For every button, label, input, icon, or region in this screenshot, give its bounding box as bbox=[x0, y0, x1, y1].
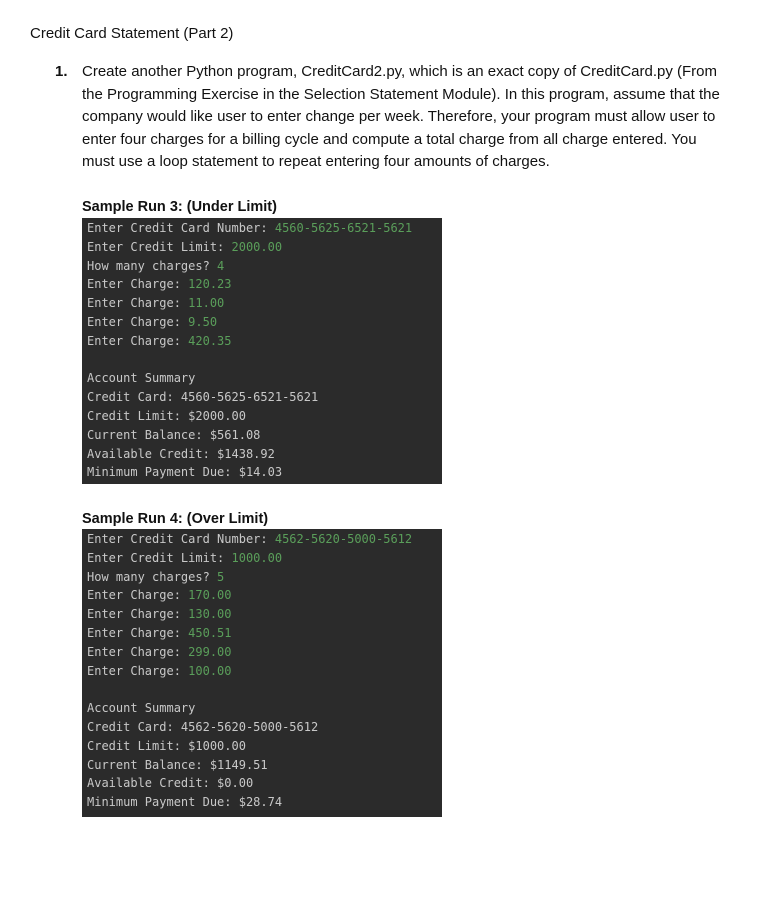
console-line bbox=[82, 530, 442, 549]
page-title: Credit Card Statement (Part 2) bbox=[30, 25, 234, 42]
console-input: 170.00 bbox=[188, 588, 232, 603]
sample-run-4-label: Sample Run 4: (Over Limit) bbox=[82, 511, 269, 527]
console-input: 100.00 bbox=[188, 663, 232, 678]
console-prompt: Enter Charge: bbox=[87, 625, 189, 640]
sample-run-4-console bbox=[82, 529, 442, 817]
question-line: Create another Python program, CreditCard2.py, which is an exact copy of CreditCard.py (From bbox=[82, 63, 717, 80]
summary-heading: Account Summary bbox=[87, 701, 196, 716]
console-prompt: Enter Credit Limit: bbox=[87, 550, 232, 565]
console-line bbox=[82, 605, 442, 624]
console-line bbox=[82, 643, 442, 662]
summary-line: Current Balance: $561.08 bbox=[87, 427, 261, 442]
console-input: 299.00 bbox=[188, 644, 232, 659]
console-line bbox=[82, 549, 442, 568]
console-prompt: Enter Charge: bbox=[87, 588, 189, 603]
console-line bbox=[82, 275, 442, 294]
console-line bbox=[82, 332, 442, 351]
question-text bbox=[82, 61, 725, 174]
summary-line: Minimum Payment Due: $14.03 bbox=[87, 465, 283, 480]
summary-line: Credit Card: 4562-5620-5000-5612 bbox=[87, 719, 319, 734]
console-input: 9.50 bbox=[188, 314, 218, 329]
console-prompt: How many charges? bbox=[87, 569, 218, 584]
summary-line: Available Credit: $0.00 bbox=[87, 776, 254, 791]
console-input: 120.23 bbox=[188, 277, 232, 292]
question-number: 1. bbox=[55, 63, 68, 80]
console-prompt: Enter Credit Card Number: bbox=[87, 221, 275, 235]
console-input: 130.00 bbox=[188, 607, 232, 622]
question-line: company would like user to enter change per week. Therefore, your program must allow user to bbox=[82, 108, 716, 125]
sample-run-3-console bbox=[82, 218, 442, 484]
console-prompt: Enter Charge: bbox=[87, 644, 189, 659]
console-prompt: Enter Charge: bbox=[87, 314, 189, 329]
console-input: 1000.00 bbox=[231, 550, 283, 565]
console-line bbox=[82, 568, 442, 587]
console-prompt: Enter Charge: bbox=[87, 333, 189, 348]
console-line bbox=[82, 294, 442, 313]
console-prompt: Enter Charge: bbox=[87, 277, 189, 292]
console-prompt: Enter Charge: bbox=[87, 607, 189, 622]
console-prompt: Enter Credit Limit: bbox=[87, 239, 232, 254]
console-line bbox=[82, 238, 442, 257]
summary-line: Credit Limit: $2000.00 bbox=[87, 408, 246, 423]
console-input: 5 bbox=[217, 569, 225, 584]
console-input: 2000.00 bbox=[231, 239, 283, 254]
question-line: the Programming Exercise in the Selection Statement Module). In this program, assume that the bbox=[82, 85, 720, 103]
console-input: 450.51 bbox=[188, 625, 232, 640]
console-prompt: How many charges? bbox=[87, 258, 218, 273]
console-line bbox=[82, 586, 442, 605]
console-input: 420.35 bbox=[188, 333, 232, 348]
summary-line: Current Balance: $1149.51 bbox=[87, 757, 268, 772]
console-input: 4562-5620-5000-5612 bbox=[274, 532, 413, 546]
question-line: enter four charges for a billing cycle and compute a total charge from all charge entered. You bbox=[82, 130, 697, 148]
console-blank-line bbox=[82, 680, 442, 699]
console-input: 4 bbox=[217, 258, 225, 273]
console-prompt: Enter Charge: bbox=[87, 296, 189, 311]
console-line bbox=[82, 313, 442, 332]
question-line: must use a loop statement to repeat entering four amounts of charges. bbox=[82, 153, 550, 170]
summary-line: Minimum Payment Due: $28.74 bbox=[87, 795, 283, 810]
sample-run-3-label: Sample Run 3: (Under Limit) bbox=[82, 199, 277, 215]
console-prompt: Enter Credit Card Number: bbox=[87, 532, 275, 546]
summary-line: Available Credit: $1438.92 bbox=[87, 446, 275, 461]
console-input: 4560-5625-6521-5621 bbox=[274, 221, 413, 235]
summary-line: Credit Limit: $1000.00 bbox=[87, 738, 246, 753]
console-input: 11.00 bbox=[188, 296, 225, 311]
console-line bbox=[82, 219, 442, 238]
console-line bbox=[82, 624, 442, 643]
summary-heading: Account Summary bbox=[87, 371, 196, 386]
console-prompt: Enter Charge: bbox=[87, 663, 189, 678]
console-line bbox=[82, 257, 442, 276]
console-blank-line bbox=[82, 351, 442, 370]
console-line bbox=[82, 662, 442, 681]
summary-line: Credit Card: 4560-5625-6521-5621 bbox=[87, 390, 319, 405]
